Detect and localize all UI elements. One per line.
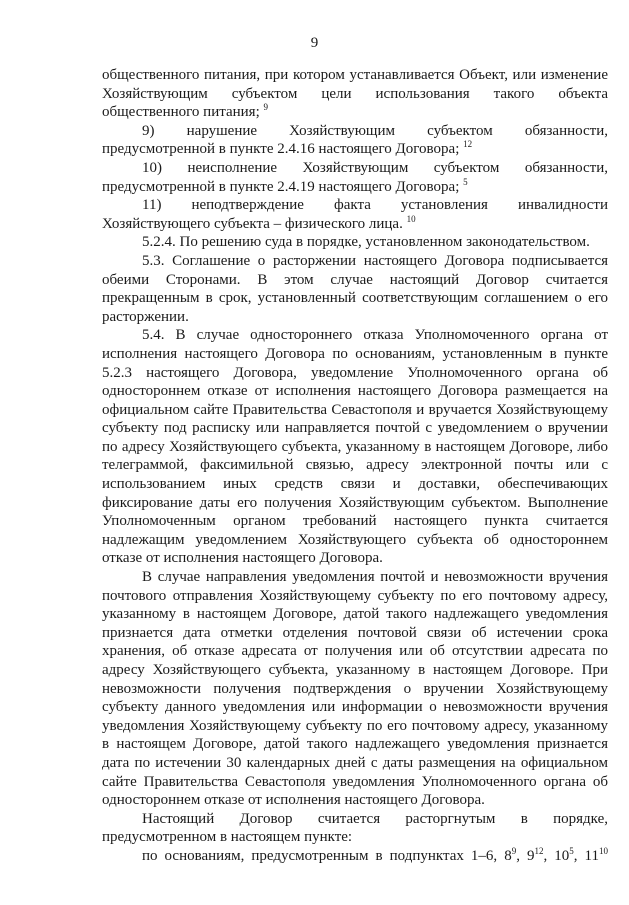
paragraph-5: 5.3. Соглашение о расторжении настоящего Договора подписывается обеими Сторонами. В этом случае настоящий Договор считается прекращенным в срок, установленный соответствующим соглашением о его расторжении. — [102, 252, 608, 325]
paragraph-7: В случае направления уведомления почтой и невозможности вручения почтового отправления Хозяйствующему субъекту по его почтовому адресу, указанному в настоящем Договоре, датой такого надлежащего уведомления признается дата отметки отделения почтовой связи об истечении срока хранения, об отказе адресата от получения или об отсутствии адресата по адресу Хозяйствующего субъекта, указанному в настоящем Договоре. При невозможности получения подтверждения о вручении Хозяйствующему субъекту данного уведомления или информации о невозможности вручения уведомления Хозяйствующему субъекту по его почтовому адресу, указанному в настоящем Договоре, датой такого надлежащего уведомления признается дата по истечении 30 календарных дней с даты размещения на официальном сайте Правительства Севастополя уведомления Уполномоченного органа об одностороннем отказе от исполнения настоящего Договора. — [102, 569, 608, 809]
page-number: 9 — [310, 35, 319, 51]
paragraph-1: 9) нарушение Хозяйствующим субъектом обязанности, предусмотренной в пункте 2.4.16 настоящего Договора; $^{12}$ — [102, 122, 608, 158]
footnote-ref: 12 — [534, 845, 544, 856]
footnote-ref: 10 — [599, 845, 608, 856]
paragraph-3: 11) неподтверждение факта установления инвалидности Хозяйствующего субъекта – физического лица. $^{10}$ — [102, 197, 608, 232]
paragraph-0: общественного питания, при котором устанавливается Объект, или изменение Хозяйствующим субъектом цели использования такого объекта общественного питания; $^9$ — [102, 67, 608, 121]
footnote-ref: 5 — [569, 845, 574, 856]
footnote-ref: 10 — [406, 213, 416, 224]
paragraph-6: 5.4. В случае одностороннего отказа Уполномоченного органа от исполнения настоящего Договора по основаниям, установленным в пункте 5.2.3 настоящего Договора, уведомление Уполномоченного органа об одностороннем отказе от исполнения настоящего Договора размещается на официальном сайте Правительства Севастополя и вручается Хозяйствующему субъекту под расписку или направляется почтой с уведомлением о вручении по адресу Хозяйствующего субъекта, указанному в настоящем Договоре, либо телеграммой, факсимильной связью, адресу электронной почты или с использованием иных средств связи и доставки, обеспечивающих фиксирование даты его получения Хозяйствующим субъектом. Выполнение Уполномоченным органом требований настоящего пункта считается надлежащим уведомлением Хозяйствующего субъекта об одностороннем отказе от исполнения настоящего Договора. — [102, 327, 608, 567]
paragraph-2: 10) неисполнение Хозяйствующим субъектом обязанности, предусмотренной в пункте 2.4.19 настоящего Договора; $^5$ — [102, 159, 608, 195]
paragraph-4: 5.2.4. По решению суда в порядке, установленном законодательством. — [142, 234, 590, 251]
footnote-ref: 9 — [263, 102, 268, 113]
footnote-ref: 9 — [511, 845, 517, 856]
paragraph-9: по основаниям, предусмотренным в подпунктах 1–6, $8^9$, $9^{12}$, $10^5$, $11^{10}$ — [142, 845, 608, 864]
footnote-ref: 5 — [463, 176, 468, 187]
footnote-ref: 12 — [463, 139, 473, 150]
paragraph-8: Настоящий Договор считается расторгнутым в порядке, предусмотренном в настоящем пункте: — [102, 810, 608, 846]
document-body — [102, 66, 608, 866]
